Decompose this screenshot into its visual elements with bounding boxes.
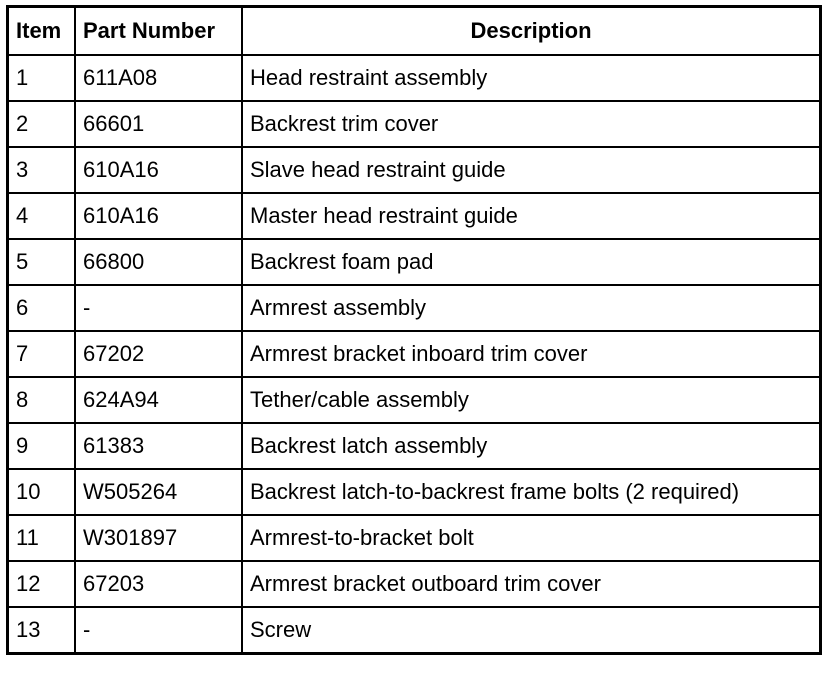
part-number-cell: 610A16 xyxy=(75,193,242,239)
part-number-cell: 66800 xyxy=(75,239,242,285)
table-row xyxy=(8,377,820,423)
item-cell: 7 xyxy=(8,331,75,377)
table-row xyxy=(8,193,820,239)
part-number-cell: 66601 xyxy=(75,101,242,147)
description-cell: Backrest latch assembly xyxy=(242,423,820,469)
part-number-cell: W301897 xyxy=(75,515,242,561)
description-cell: Backrest trim cover xyxy=(242,101,820,147)
table-row xyxy=(8,423,820,469)
part-number-cell: W505264 xyxy=(75,469,242,515)
item-cell: 1 xyxy=(8,55,75,101)
part-number-cell: 61383 xyxy=(75,423,242,469)
table-row xyxy=(8,469,820,515)
description-cell: Backrest latch-to-backrest frame bolts (2 required) xyxy=(242,469,820,515)
table-row xyxy=(8,285,820,331)
header-description: Description xyxy=(242,7,820,55)
description-cell: Armrest bracket inboard trim cover xyxy=(242,331,820,377)
header-row xyxy=(8,7,820,55)
item-cell: 5 xyxy=(8,239,75,285)
item-cell: 3 xyxy=(8,147,75,193)
table-row xyxy=(8,147,820,193)
table-row xyxy=(8,561,820,607)
description-cell: Master head restraint guide xyxy=(242,193,820,239)
description-cell: Slave head restraint guide xyxy=(242,147,820,193)
item-cell: 6 xyxy=(8,285,75,331)
description-cell: Backrest foam pad xyxy=(242,239,820,285)
description-cell: Armrest assembly xyxy=(242,285,820,331)
description-cell: Tether/cable assembly xyxy=(242,377,820,423)
item-cell: 10 xyxy=(8,469,75,515)
description-cell: Armrest-to-bracket bolt xyxy=(242,515,820,561)
table-row xyxy=(8,239,820,285)
item-cell: 12 xyxy=(8,561,75,607)
description-cell: Screw xyxy=(242,607,820,653)
table-row xyxy=(8,331,820,377)
item-cell: 2 xyxy=(8,101,75,147)
part-number-cell: 611A08 xyxy=(75,55,242,101)
description-cell: Armrest bracket outboard trim cover xyxy=(242,561,820,607)
table-row xyxy=(8,607,820,653)
part-number-cell: - xyxy=(75,285,242,331)
part-number-cell: 67203 xyxy=(75,561,242,607)
table-row xyxy=(8,55,820,101)
item-cell: 13 xyxy=(8,607,75,653)
part-number-cell: 624A94 xyxy=(75,377,242,423)
item-cell: 11 xyxy=(8,515,75,561)
header-part-number: Part Number xyxy=(75,7,242,55)
header-item: Item xyxy=(8,7,75,55)
item-cell: 9 xyxy=(8,423,75,469)
table-row xyxy=(8,515,820,561)
part-number-cell: - xyxy=(75,607,242,653)
part-number-cell: 67202 xyxy=(75,331,242,377)
parts-table xyxy=(7,6,821,654)
item-cell: 8 xyxy=(8,377,75,423)
description-cell: Head restraint assembly xyxy=(242,55,820,101)
part-number-cell: 610A16 xyxy=(75,147,242,193)
table-row xyxy=(8,101,820,147)
item-cell: 4 xyxy=(8,193,75,239)
